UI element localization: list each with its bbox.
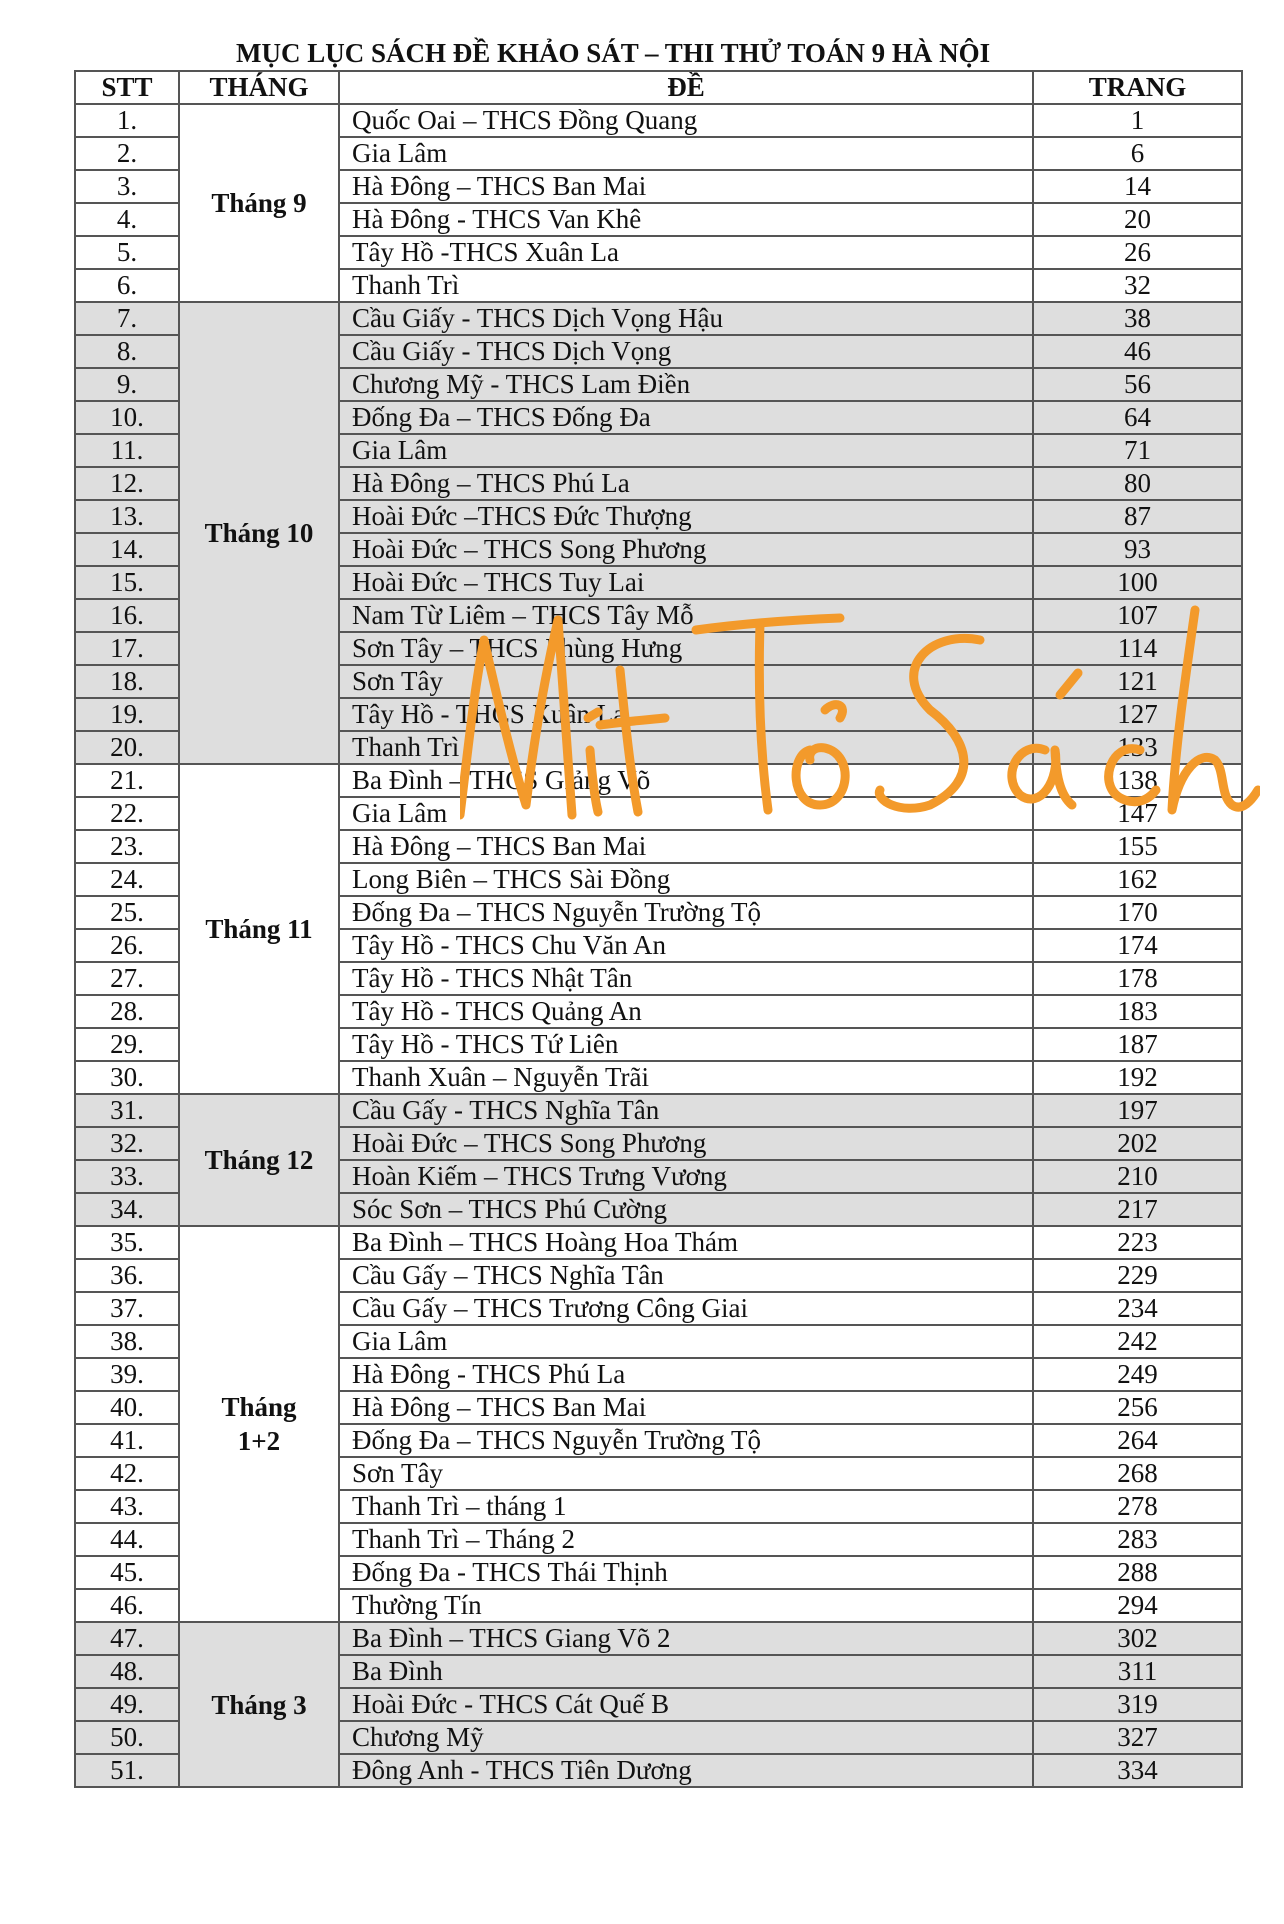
row-exam-title: Hà Đông – THCS Phú La [339,467,1033,500]
row-page-number: 319 [1033,1688,1242,1721]
row-stt: 44. [75,1523,179,1556]
row-page-number: 210 [1033,1160,1242,1193]
row-exam-title: Đống Đa - THCS Thái Thịnh [339,1556,1033,1589]
row-page-number: 174 [1033,929,1242,962]
row-stt: 9. [75,368,179,401]
row-stt: 40. [75,1391,179,1424]
row-page-number: 107 [1033,599,1242,632]
row-stt: 38. [75,1325,179,1358]
row-page-number: 133 [1033,731,1242,764]
row-exam-title: Đống Đa – THCS Nguyễn Trường Tộ [339,1424,1033,1457]
row-exam-title: Sóc Sơn – THCS Phú Cường [339,1193,1033,1226]
row-exam-title: Hà Đông - THCS Van Khê [339,203,1033,236]
row-stt: 29. [75,1028,179,1061]
row-stt: 46. [75,1589,179,1622]
row-exam-title: Hoài Đức - THCS Cát Quế B [339,1688,1033,1721]
row-exam-title: Sơn Tây [339,1457,1033,1490]
table-row [75,1226,1242,1259]
header-stt: STT [75,71,179,104]
row-page-number: 223 [1033,1226,1242,1259]
row-stt: 30. [75,1061,179,1094]
row-stt: 43. [75,1490,179,1523]
row-exam-title: Ba Đình – THCS Giảng Võ [339,764,1033,797]
row-exam-title: Hà Đông – THCS Ban Mai [339,170,1033,203]
row-stt: 1. [75,104,179,137]
month-group-label: Tháng 10 [179,302,339,764]
row-exam-title: Chương Mỹ [339,1721,1033,1754]
row-stt: 16. [75,599,179,632]
row-stt: 18. [75,665,179,698]
month-group-label: Tháng 9 [179,104,339,302]
row-exam-title: Chương Mỹ - THCS Lam Điền [339,368,1033,401]
table-row [75,1622,1242,1655]
row-exam-title: Tây Hồ - THCS Chu Văn An [339,929,1033,962]
row-page-number: 46 [1033,335,1242,368]
row-stt: 5. [75,236,179,269]
row-stt: 20. [75,731,179,764]
row-page-number: 192 [1033,1061,1242,1094]
row-exam-title: Đống Đa – THCS Đống Đa [339,401,1033,434]
row-stt: 6. [75,269,179,302]
row-exam-title: Cầu Giấy - THCS Dịch Vọng [339,335,1033,368]
row-stt: 19. [75,698,179,731]
row-exam-title: Gia Lâm [339,434,1033,467]
row-stt: 28. [75,995,179,1028]
row-stt: 21. [75,764,179,797]
row-exam-title: Gia Lâm [339,137,1033,170]
row-exam-title: Hà Đông - THCS Phú La [339,1358,1033,1391]
row-page-number: 87 [1033,500,1242,533]
row-page-number: 268 [1033,1457,1242,1490]
row-exam-title: Hoài Đức –THCS Đức Thượng [339,500,1033,533]
row-page-number: 202 [1033,1127,1242,1160]
row-page-number: 162 [1033,863,1242,896]
row-stt: 15. [75,566,179,599]
row-exam-title: Tây Hồ -THCS Xuân La [339,236,1033,269]
row-page-number: 242 [1033,1325,1242,1358]
row-exam-title: Thanh Xuân – Nguyễn Trãi [339,1061,1033,1094]
row-exam-title: Quốc Oai – THCS Đồng Quang [339,104,1033,137]
row-stt: 31. [75,1094,179,1127]
row-page-number: 283 [1033,1523,1242,1556]
row-page-number: 14 [1033,170,1242,203]
row-page-number: 256 [1033,1391,1242,1424]
row-exam-title: Tây Hồ - THCS Nhật Tân [339,962,1033,995]
row-exam-title: Gia Lâm [339,797,1033,830]
row-page-number: 114 [1033,632,1242,665]
row-page-number: 294 [1033,1589,1242,1622]
row-exam-title: Nam Từ Liêm – THCS Tây Mỗ [339,599,1033,632]
row-exam-title: Ba Đình [339,1655,1033,1688]
row-exam-title: Đông Anh - THCS Tiên Dương [339,1754,1033,1787]
header-de: ĐỀ [339,71,1033,104]
row-page-number: 311 [1033,1655,1242,1688]
row-page-number: 56 [1033,368,1242,401]
row-stt: 47. [75,1622,179,1655]
table-row [75,764,1242,797]
row-stt: 14. [75,533,179,566]
row-stt: 22. [75,797,179,830]
row-stt: 7. [75,302,179,335]
row-page-number: 229 [1033,1259,1242,1292]
row-exam-title: Đống Đa – THCS Nguyễn Trường Tộ [339,896,1033,929]
row-page-number: 138 [1033,764,1242,797]
row-stt: 37. [75,1292,179,1325]
row-stt: 32. [75,1127,179,1160]
row-stt: 36. [75,1259,179,1292]
row-exam-title: Hoài Đức – THCS Song Phương [339,533,1033,566]
row-page-number: 178 [1033,962,1242,995]
row-stt: 2. [75,137,179,170]
row-exam-title: Long Biên – THCS Sài Đồng [339,863,1033,896]
row-exam-title: Ba Đình – THCS Giang Võ 2 [339,1622,1033,1655]
row-stt: 17. [75,632,179,665]
row-page-number: 217 [1033,1193,1242,1226]
row-page-number: 127 [1033,698,1242,731]
header-row [75,71,1242,104]
row-page-number: 64 [1033,401,1242,434]
row-page-number: 100 [1033,566,1242,599]
row-stt: 48. [75,1655,179,1688]
document-title-text: MỤC LỤC SÁCH ĐỀ KHẢO SÁT – THI THỬ TOÁN 9 HÀ NỘI [236,38,991,68]
row-stt: 39. [75,1358,179,1391]
row-page-number: 20 [1033,203,1242,236]
row-stt: 33. [75,1160,179,1193]
row-exam-title: Cầu Gấy - THCS Nghĩa Tân [339,1094,1033,1127]
row-exam-title: Hà Đông – THCS Ban Mai [339,1391,1033,1424]
row-exam-title: Hà Đông – THCS Ban Mai [339,830,1033,863]
row-stt: 12. [75,467,179,500]
row-page-number: 183 [1033,995,1242,1028]
row-stt: 10. [75,401,179,434]
table-row [75,104,1242,137]
row-page-number: 327 [1033,1721,1242,1754]
row-stt: 41. [75,1424,179,1457]
row-page-number: 80 [1033,467,1242,500]
row-page-number: 170 [1033,896,1242,929]
row-page-number: 249 [1033,1358,1242,1391]
row-exam-title: Thanh Trì [339,269,1033,302]
row-stt: 34. [75,1193,179,1226]
row-page-number: 334 [1033,1754,1242,1787]
row-page-number: 26 [1033,236,1242,269]
row-page-number: 197 [1033,1094,1242,1127]
row-exam-title: Thanh Trì – Tháng 2 [339,1523,1033,1556]
month-group-label: Tháng 1+2 [179,1226,339,1622]
month-group-label: Tháng 12 [179,1094,339,1226]
row-exam-title: Cầu Gấy – THCS Nghĩa Tân [339,1259,1033,1292]
table-row [75,302,1242,335]
row-exam-title: Gia Lâm [339,1325,1033,1358]
row-page-number: 71 [1033,434,1242,467]
row-stt: 26. [75,929,179,962]
row-exam-title: Hoài Đức – THCS Song Phương [339,1127,1033,1160]
row-stt: 4. [75,203,179,236]
row-exam-title: Hoàn Kiếm – THCS Trưng Vương [339,1160,1033,1193]
row-stt: 50. [75,1721,179,1754]
row-exam-title: Ba Đình – THCS Hoàng Hoa Thám [339,1226,1033,1259]
row-stt: 45. [75,1556,179,1589]
row-page-number: 32 [1033,269,1242,302]
table-body [75,104,1242,1787]
row-stt: 13. [75,500,179,533]
row-stt: 11. [75,434,179,467]
row-page-number: 278 [1033,1490,1242,1523]
row-page-number: 288 [1033,1556,1242,1589]
month-group-label: Tháng 11 [179,764,339,1094]
row-stt: 25. [75,896,179,929]
row-exam-title: Cầu Giấy - THCS Dịch Vọng Hậu [339,302,1033,335]
row-page-number: 147 [1033,797,1242,830]
row-stt: 23. [75,830,179,863]
row-stt: 3. [75,170,179,203]
row-exam-title: Sơn Tây [339,665,1033,698]
row-page-number: 6 [1033,137,1242,170]
row-stt: 42. [75,1457,179,1490]
row-page-number: 155 [1033,830,1242,863]
row-page-number: 264 [1033,1424,1242,1457]
row-exam-title: Tây Hồ - THCS Quảng An [339,995,1033,1028]
row-page-number: 121 [1033,665,1242,698]
row-exam-title: Sơn Tây – THCS Phùng Hưng [339,632,1033,665]
row-page-number: 1 [1033,104,1242,137]
table-row [75,1094,1242,1127]
row-exam-title: Thanh Trì [339,731,1033,764]
row-stt: 35. [75,1226,179,1259]
row-stt: 24. [75,863,179,896]
header-page: TRANG [1033,71,1242,104]
row-exam-title: Tây Hồ - THCS Tứ Liên [339,1028,1033,1061]
row-exam-title: Thường Tín [339,1589,1033,1622]
row-page-number: 234 [1033,1292,1242,1325]
row-exam-title: Hoài Đức – THCS Tuy Lai [339,566,1033,599]
row-stt: 27. [75,962,179,995]
row-stt: 8. [75,335,179,368]
row-page-number: 302 [1033,1622,1242,1655]
row-exam-title: Thanh Trì – tháng 1 [339,1490,1033,1523]
row-exam-title: Tây Hồ - THCS Xuân La [339,698,1033,731]
row-page-number: 93 [1033,533,1242,566]
row-stt: 51. [75,1754,179,1787]
row-exam-title: Cầu Gấy – THCS Trương Công Giai [339,1292,1033,1325]
row-stt: 49. [75,1688,179,1721]
table-of-contents [74,70,1243,1788]
month-group-label: Tháng 3 [179,1622,339,1787]
row-page-number: 187 [1033,1028,1242,1061]
header-month: THÁNG [179,71,339,104]
row-page-number: 38 [1033,302,1242,335]
